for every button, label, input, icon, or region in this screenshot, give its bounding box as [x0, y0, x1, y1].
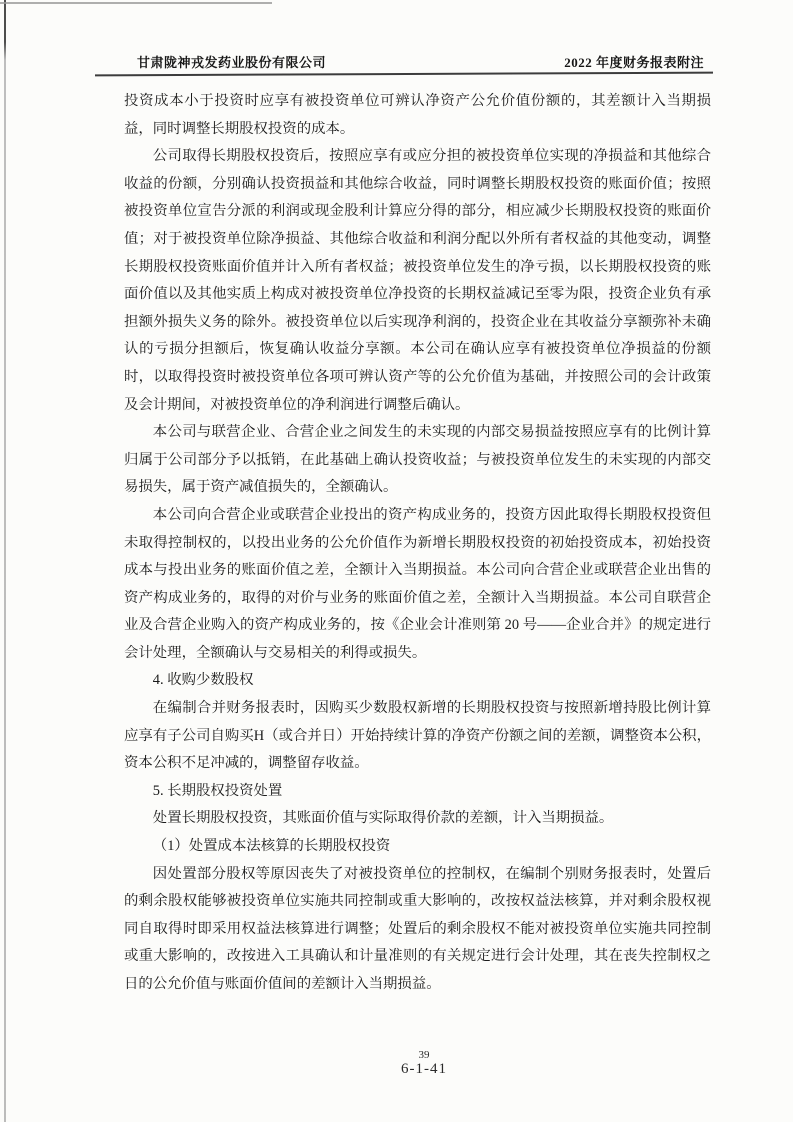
paragraph: 本公司向合营企业或联营企业投出的资产构成业务的，投资方因此取得长期股权投资但未取得控制权的，以投出业务的公允价值作为新增长期股权投资的初始投资成本，初始投资成本与投出业务的账面价值之差，全额计入当期损益。本公司向合营企业或联营企业出售的资产构成业务的，取得的对价与业务的账面价值之差，全额计入当期损益。本公司自联营企业及合营企业购入的资产构成业务的，按《企业会计准则第 20 号——企业合并》的规定进行会计处理，全额确认与交易相关的利得或损失。	[124, 506, 711, 661]
paragraph: 在编制合并财务报表时，因购买少数股权新增的长期股权投资与按照新增持股比例计算应享有子公司自购买H（或合并日）开始持续计算的净资产份额之间的差额，调整资本公积，资本公积不足冲减的，调整留存收益。	[124, 700, 711, 772]
paragraph: 公司取得长期股权投资后，按照应享有或应分担的被投资单位实现的净损益和其他综合收益的份额，分别确认投资损益和其他综合收益，同时调整长期股权投资的账面价值；按照被投资单位宣告分派的利润或现金股利计算应分得的部分，相应减少长期股权投资的账面价值；对于被投资单位除净损益、其他综合收益和利润分配以外所有者权益的其他变动，调整长期股权投资账面价值并计入所有者权益；被投资单位发生的净亏损，以长期股权投资的账面价值以及其他实质上构成对被投资单位净投资的长期权益减记至零为限，投资企业负有承担额外损失义务的除外。被投资单位以后实现净利润的，投资企业在其收益分享额弥补未确认的亏损分担额后，恢复确认收益分享额。本公司在确认应享有被投资单位净损益的份额时，以取得投资时被投资单位各项可辨认资产等的公允价值为基础，并按照公司的会计政策及会计期间，对被投资单位的净利润进行调整后确认。	[124, 148, 711, 413]
document-body	[124, 88, 711, 999]
page-label: 6-1-41	[401, 1061, 447, 1077]
paragraph: 因处置部分股权等原因丧失了对被投资单位的控制权，在编制个别财务报表时，处置后的剩余股权能够被投资单位实施共同控制或重大影响的，改按权益法核算，并对剩余股权视同自取得时即采用权益法核算进行调整；处置后的剩余股权不能对被投资单位实施共同控制或重大影响的，改按进入工具确认和计量准则的有关规定进行会计处理，其在丧失控制权之日的公允价值与账面价值间的差额计入当期损益。	[124, 865, 711, 992]
document-title: 2022 年度财务报表附注	[564, 55, 704, 70]
scan-edge-artifact-left	[4, 0, 6, 1122]
paragraph: 本公司与联营企业、合营企业之间发生的未实现的内部交易损益按照应享有的比例计算归属于公司部分予以抵销，在此基础上确认投资收益；与被投资单位发生的未实现的内部交易损失，属于资产减值损失的，全额确认。	[124, 424, 711, 496]
scan-edge-artifact-top	[0, 2, 272, 4]
paragraph: 处置长期股权投资，其账面价值与实际取得价款的差额，计入当期损益。	[152, 810, 614, 827]
paragraph: （1）处置成本法核算的长期股权投资	[152, 838, 391, 855]
paragraph: 5. 长期股权投资处置	[152, 782, 283, 799]
paragraph: 4. 收购少数股权	[152, 672, 254, 689]
page-header	[137, 52, 704, 71]
page-footer	[374, 1050, 474, 1078]
paragraph: 投资成本小于投资时应享有被投资单位可辨认净资产公允价值份额的，其差额计入当期损益，同时调整长期股权投资的成本。	[124, 93, 711, 137]
company-name: 甘肃陇神戎发药业股份有限公司	[137, 55, 327, 70]
header-rule	[95, 72, 713, 77]
page-number: 39	[418, 1049, 430, 1061]
